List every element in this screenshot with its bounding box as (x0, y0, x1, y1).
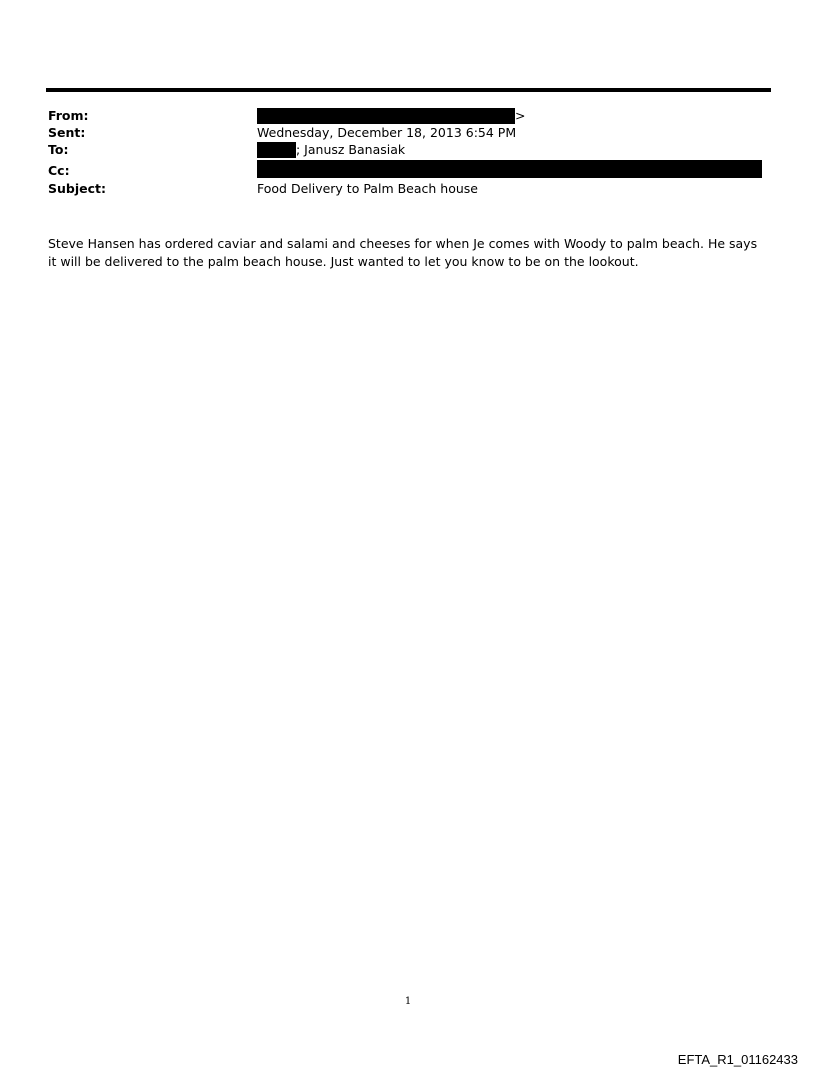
subject-label: Subject: (48, 181, 106, 196)
from-suffix: > (515, 108, 526, 123)
to-value (257, 142, 405, 158)
page-number: 1 (404, 996, 412, 1007)
to-recipients: ; Janusz Banasiak (296, 142, 406, 157)
sent-label: Sent: (48, 125, 86, 140)
cc-label: Cc: (48, 163, 70, 178)
cc-redaction (257, 160, 762, 178)
sent-value: Wednesday, December 18, 2013 6:54 PM (257, 125, 517, 140)
from-value (257, 108, 525, 124)
from-redaction (257, 108, 515, 124)
email-body: Steve Hansen has ordered caviar and salami and cheeses for when Je comes with Woody to palm beach. He says it will be delivered to the palm beach house. Just wanted to let you know to be on the lookout. (48, 236, 758, 269)
cc-value (257, 160, 762, 178)
to-redaction (257, 142, 296, 158)
from-label: From: (48, 108, 89, 123)
subject-value: Food Delivery to Palm Beach house (257, 181, 478, 196)
header-rule (46, 88, 771, 92)
bates-number: EFTA_R1_01162433 (677, 1052, 798, 1067)
to-label: To: (48, 142, 69, 157)
